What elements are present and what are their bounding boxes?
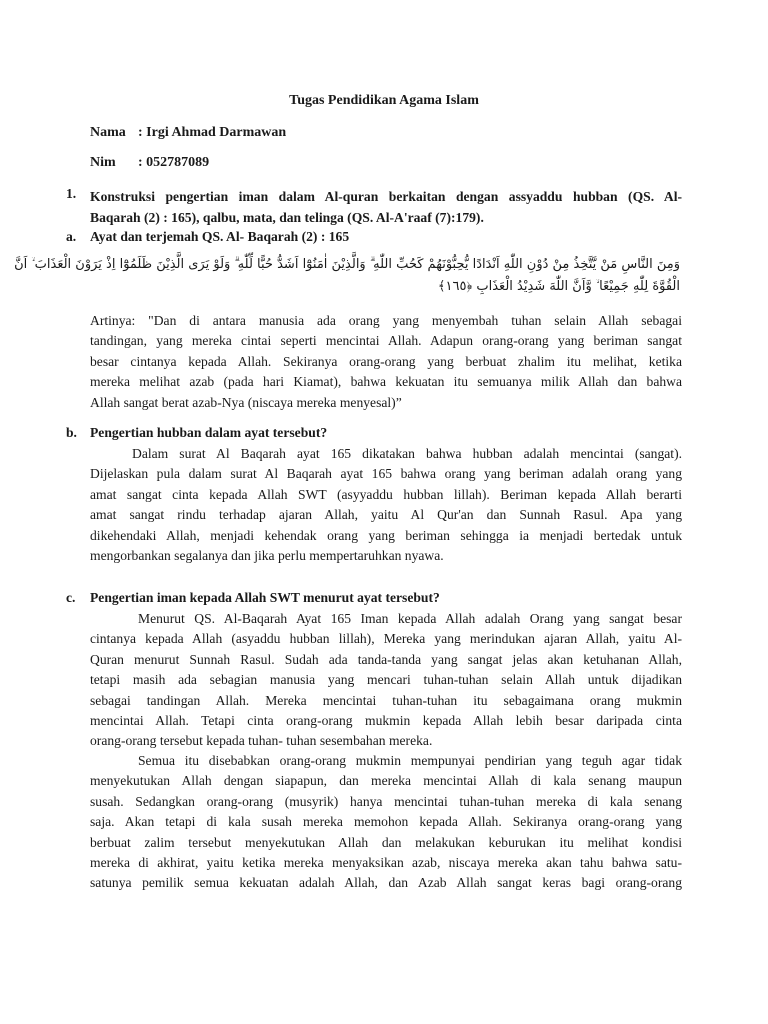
arabic-line: وَمِنَ النَّاسِ مَنْ يَّتَّخِذُ مِنْ دُوْنِ اللّٰهِ اَنْدَادًا يُّحِبُّوْنَهُمْ كَحُبِّ اللّٰهِ ۗ وَالَّذِيْنَ اٰمَنُوْٓا اَشَدُّ حُبًّا لِّلّٰهِ ۗ وَلَوْ يَرَى الَّذِيْنَ ظَلَمُوْٓا اِذْ يَرَوْنَ الْعَذَابَ ۙ اَنَّ bbox=[14, 257, 680, 272]
nim-value: : 052787089 bbox=[138, 155, 210, 170]
paragraph-line: Semua itu disebabkan orang-orang mukmin mempunyai pendirian yang teguh agar tidak bbox=[138, 753, 682, 768]
section-a-label: a. bbox=[66, 229, 77, 244]
translation-line: besar cintanya kepada Allah. Sekiranya orang-orang yang berbuat zhalim itu melihat, ketika bbox=[90, 353, 682, 369]
arabic-line: الْقُوَّةَ لِلّٰهِ جَمِيْعًا ۙ وَّاَنَّ اللّٰهَ شَدِيْدُ الْعَذَابِ ﴿١٦٥﴾ bbox=[437, 279, 680, 294]
paragraph-line: cintanya kepada Allah (asyaddu hubban lillah), Mereka yang merindukan ajaran Allah, yaitu Al- bbox=[90, 631, 682, 647]
translation-paragraph bbox=[90, 311, 682, 413]
translation-line: Allah sangat berat azab-Nya (niscaya mereka menyesal)” bbox=[90, 394, 402, 410]
section-c-label: c. bbox=[66, 590, 76, 605]
paragraph-line: Dalam surat Al Baqarah ayat 165 dikatakan bahwa hubban adalah mencintai (sangat). bbox=[132, 446, 682, 461]
paragraph-line: mengorbankan segalanya dan jika perlu mempertaruhkan nyawa. bbox=[90, 548, 444, 564]
paragraph-line: orang-orang tersebut kepada tuhan- tuhan sesembahan mereka. bbox=[90, 733, 433, 749]
paragraph-line: amat sangat rindu terhadap ajaran Allah, yaitu Al Qur'an dan Sunnah Rasul. Apa yang bbox=[90, 507, 682, 523]
section-b-label: b. bbox=[66, 425, 77, 440]
arabic-verse bbox=[14, 254, 680, 298]
section-c-heading: Pengertian iman kepada Allah SWT menurut ayat tersebut? bbox=[90, 590, 440, 605]
translation-line: tandingan, yang mereka cintai seperti mencintai Allah. Adapun orang-orang yang beriman sangat bbox=[90, 333, 682, 349]
paragraph-line: saja. Akan tetapi di kala susah mereka memohon kepada Allah. Sekiranya orang-orang yang bbox=[90, 814, 682, 830]
paragraph-line: susah. Sedangkan orang-orang (musyrik) hanya mencintai tuhan-tuhan mereka di kala senang bbox=[90, 793, 682, 809]
paragraph-line: mencintai Allah. Tetapi cinta orang-orang mukmin kepada Allah lebih besar daripada cinta bbox=[90, 713, 682, 729]
paragraph-line: Dijelaskan pula dalam surat Al Baqarah ayat 165 bahwa orang yang beriman adalah orang yang bbox=[90, 466, 682, 482]
section-c-paragraph-1 bbox=[90, 609, 682, 752]
name-label: Nama bbox=[90, 125, 126, 140]
translation-line: mereka melihat azab (pada hari Kiamat), bahwa kekuatan itu semuanya milik Allah dan bahwa bbox=[90, 374, 682, 390]
paragraph-line: Menurut QS. Al-Baqarah Ayat 165 Iman kepada Allah adalah Orang yang sangat besar bbox=[138, 611, 682, 626]
section-c-paragraph-2 bbox=[90, 751, 682, 894]
question-number: 1. bbox=[66, 186, 77, 201]
nim-row bbox=[90, 155, 209, 171]
paragraph-line: satunya pemilik semua kekuatan adalah Allah, dan Azab Allah sangat keras bagi orang-orang bbox=[90, 875, 682, 891]
name-row bbox=[90, 125, 286, 141]
translation-line: Artinya: "Dan di antara manusia ada orang yang menyembah tuhan selain Allah sebagai bbox=[90, 313, 682, 328]
name-value: : Irgi Ahmad Darmawan bbox=[138, 125, 287, 140]
nim-label: Nim bbox=[90, 155, 116, 170]
paragraph-line: tetapi masih ada sebagian manusia yang mencari tuhan-tuhan selain Allah untuk dijadikan bbox=[90, 672, 682, 688]
paragraph-line: berbuat zalim tersebut menyekutukan Allah dan melakukan keburukan itu melihat kondisi bbox=[90, 834, 682, 850]
paragraph-line: amat sangat cinta kepada Allah SWT (asyyaddu hubban lillah). Beriman kepada Allah berarti bbox=[90, 486, 682, 502]
paragraph-line: Quran menurut Sunnah Rasul. Sudah ada tanda-tanda yang sangat jelas akan ketuhanan Allah, bbox=[90, 651, 682, 667]
paragraph-line: dikehendaki Allah, menjadi kehendak orang yang beriman sehingga ia menjadi bertedak untuk bbox=[90, 527, 682, 543]
document-title: Tugas Pendidikan Agama Islam bbox=[289, 93, 479, 108]
section-b-heading: Pengertian hubban dalam ayat tersebut? bbox=[90, 425, 328, 440]
question-line: Konstruksi pengertian iman dalam Al-quran berkaitan dengan assyaddu hubban (QS. Al- bbox=[90, 189, 682, 204]
paragraph-line: menyekutukan Allah dengan siapapun, dan mereka mencintai Allah di kala senang maupun bbox=[90, 773, 682, 789]
question-line: Baqarah (2) : 165), qalbu, mata, dan telinga (QS. Al-A'raaf (7):179). bbox=[90, 210, 484, 225]
section-b-paragraph bbox=[90, 444, 682, 566]
question-text bbox=[90, 186, 682, 228]
paragraph-line: sebagai tandingan Allah. Mereka mencintai tuhan-tuhan itu sebagaimana orang mukmin bbox=[90, 692, 682, 708]
paragraph-line: mereka di akhirat, yaitu ketika mereka menyaksikan azab, niscaya mereka akan tahu bahwa satu- bbox=[90, 855, 682, 871]
section-a-heading: Ayat dan terjemah QS. Al- Baqarah (2) : 165 bbox=[90, 229, 350, 244]
